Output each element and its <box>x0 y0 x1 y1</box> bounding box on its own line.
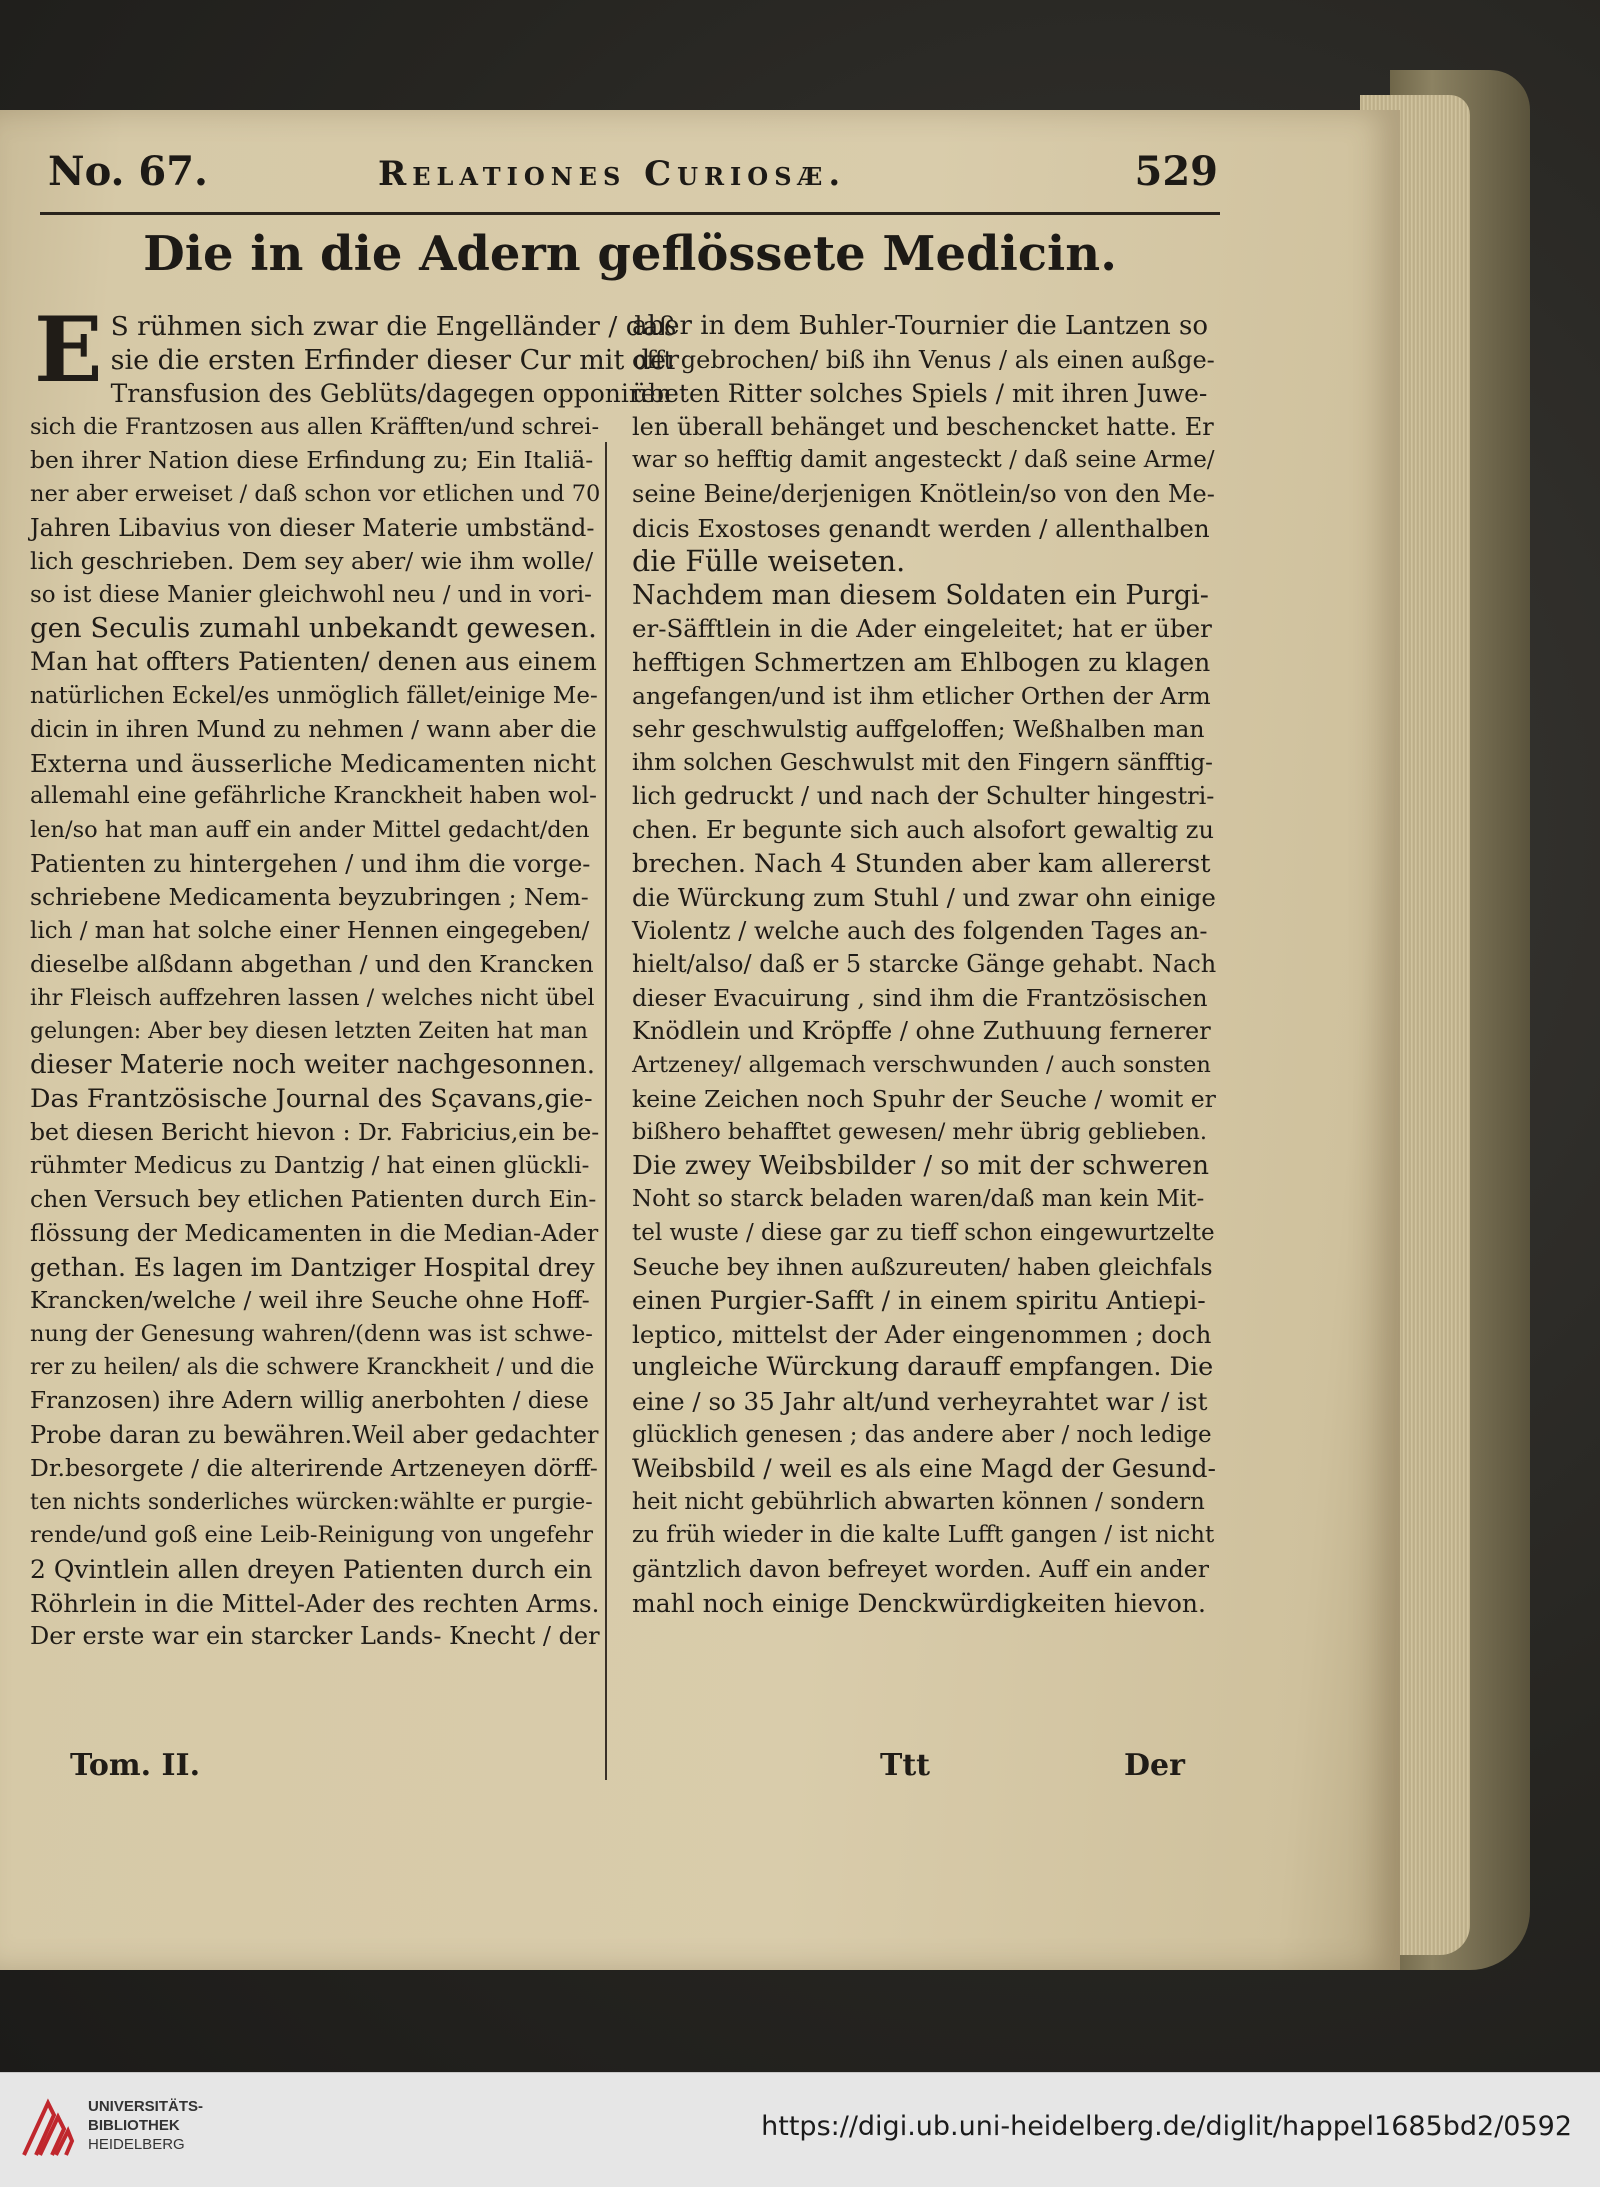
text-line: S rühmen sich zwar die Engelländer / daß <box>110 311 677 342</box>
text-line: ihm solchen Geschwulst mit den Fingern sänfftig- <box>632 749 1213 776</box>
text-line: ben ihrer Nation diese Erfindung zu; Ein Italiä- <box>30 446 594 475</box>
right-column <box>632 310 1216 1620</box>
drop-cap: E <box>34 297 103 403</box>
text-line: die Fülle weiseten. <box>632 545 906 579</box>
text-line: Man hat offters Patienten/ denen aus einem <box>30 646 597 677</box>
text-line: 2 Qvintlein allen dreyen Patienten durch ein <box>30 1554 593 1584</box>
text-line: tel wuste / diese gar zu tieff schon eingewurtzelte <box>632 1220 1215 1247</box>
text-line: gäntzlich davon befreyet worden. Auff ein ander <box>632 1554 1209 1583</box>
text-line: Weibsbild / weil es als eine Magd der Gesund- <box>632 1454 1217 1484</box>
text-line: chen Versuch bey etlichen Patienten durch Ein- <box>30 1185 597 1214</box>
gathering-signature: Ttt <box>880 1748 931 1783</box>
right-column-lines <box>632 310 1216 1620</box>
text-line: aber in dem Buhler-Tournier die Lantzen so <box>632 311 1209 341</box>
library-name <box>88 2097 203 2154</box>
text-line: dieser Evacuirung , sind ihm die Frantzösischen <box>632 983 1208 1012</box>
text-line: übeten Ritter solches Spiels / mit ihren Juwe- <box>632 379 1208 409</box>
text-line: einen Purgier-Safft / in einem spiritu Antiepi- <box>632 1286 1206 1316</box>
text-line: Röhrlein in die Mittel-Ader des rechten Arms. <box>30 1588 600 1618</box>
text-line: ihr Fleisch auffzehren lassen / welches nicht übel <box>30 984 595 1011</box>
text-line: gelungen: Aber bey diesen letzten Zeiten hat man <box>30 1019 588 1045</box>
text-line: Die zwey Weibsbilder / so mit der schweren <box>632 1150 1209 1181</box>
text-line: len überall behänget und beschencket hatte. Er <box>632 412 1214 441</box>
text-line: lich / man hat solche einer Hennen eingegeben/ <box>30 917 590 944</box>
text-line: sie die ersten Erfinder dieser Cur mit der <box>110 344 680 376</box>
page-number: 529 <box>1134 148 1218 195</box>
text-line: Transfusion des Geblüts/dagegen opponiren <box>110 379 672 409</box>
text-line: die Würckung zum Stuhl / und zwar ohn einige <box>632 883 1216 913</box>
text-line: sich die Frantzosen aus allen Kräfften/und schrei- <box>30 413 600 440</box>
text-line: dicis Exostoses genandt werden / allenthalben <box>632 513 1210 543</box>
text-line: schriebene Medicamenta beyzubringen ; Nem- <box>30 883 589 912</box>
text-line: Knödlein und Kröpffe / ohne Zuthuung fernerer <box>632 1017 1211 1046</box>
text-line: Krancken/welche / weil ihre Seuche ohne Hoff- <box>30 1286 590 1315</box>
volume-signature: Tom. II. <box>70 1748 201 1783</box>
text-line: offt gebrochen/ biß ihn Venus / als einen außge- <box>632 345 1215 374</box>
text-line: flössung der Medicamenten in die Median-Ader <box>30 1219 599 1248</box>
text-line: Jahren Libavius von dieser Materie umbständ- <box>30 513 595 542</box>
text-line: rer zu heilen/ als die schwere Kranckheit / und die <box>30 1355 595 1381</box>
text-line: heit nicht gebührlich abwarten können / sondern <box>632 1488 1205 1515</box>
text-line: brechen. Nach 4 Stunden aber kam allererst <box>632 848 1211 879</box>
library-name-line3: HEIDELBERG <box>88 2136 185 2153</box>
text-line: gethan. Es lagen im Dantziger Hospital drey <box>30 1252 595 1282</box>
text-line: keine Zeichen noch Spuhr der Seuche / womit er <box>632 1084 1216 1113</box>
left-column-lines <box>30 297 680 1654</box>
text-line: dieser Materie noch weiter nachgesonnen. <box>30 1050 596 1081</box>
text-line: seine Beine/derjenigen Knötlein/so von den Me- <box>632 479 1215 508</box>
text-line: Seuche bey ihnen außzureuten/ haben gleichfals <box>632 1252 1213 1281</box>
text-line: Nachdem man diesem Soldaten ein Purgi- <box>632 579 1209 611</box>
text-line: mahl noch einige Denckwürdigkeiten hievon. <box>632 1588 1206 1618</box>
text-line: lich geschrieben. Dem sey aber/ wie ihm wolle/ <box>30 547 594 576</box>
permalink-url[interactable]: https://digi.ub.uni-heidelberg.de/diglit/happel1685bd2/0592 <box>761 2111 1572 2142</box>
text-line: eine / so 35 Jahr alt/und verheyrahtet war / ist <box>632 1387 1208 1416</box>
text-line: angefangen/und ist ihm etlicher Orthen der Arm <box>632 681 1211 710</box>
text-line: so ist diese Manier gleichwohl neu / und in vori- <box>30 581 592 608</box>
text-line: nung der Genesung wahren/(denn was ist schwe- <box>30 1320 593 1347</box>
header-number: No. 67. <box>48 148 208 195</box>
text-line: len/so hat man auff ein ander Mittel gedacht/den <box>30 816 590 843</box>
text-line: glücklich genesen ; das andere aber / noch ledige <box>632 1421 1212 1448</box>
text-line: Dr.besorgete / die alterirende Artzeneyen dörff- <box>30 1454 598 1483</box>
text-line: war so hefftig damit angesteckt / daß seine Arme/ <box>632 447 1215 474</box>
text-line: dicin in ihren Mund zu nehmen / wann aber die <box>30 715 597 744</box>
text-line: er-Säfftlein in die Ader eingeleitet; hat er über <box>632 614 1212 644</box>
library-name-line2: BIBLIOTHEK <box>88 2117 180 2134</box>
text-line: Artzeney/ allgemach verschwunden / auch sonsten <box>632 1052 1211 1079</box>
text-line: sehr geschwulstig auffgeloffen; Weßhalben man <box>632 715 1205 744</box>
text-line: ten nichts sonderliches würcken:wählte er purgie- <box>30 1489 593 1515</box>
text-line: rende/und goß eine Leib-Reinigung von ungefehr <box>30 1522 594 1549</box>
text-line: Patienten zu hintergehen / und ihm die vorge- <box>30 849 591 878</box>
text-line: Franzosen) ihre Adern willig anerbohten / diese <box>30 1388 589 1414</box>
text-line: Noht so starck beladen waren/daß man kein Mit- <box>632 1186 1205 1213</box>
text-line: Violentz / welche auch des folgenden Tages an- <box>632 916 1208 945</box>
text-line: ner aber erweiset / daß schon vor etlichen und 70 <box>30 480 601 507</box>
text-line: hefftigen Schmertzen am Ehlbogen zu klagen <box>632 647 1211 677</box>
text-line: Probe daran zu bewähren.Weil aber gedachter <box>30 1420 599 1449</box>
text-line: Externa und äusserliche Medicamenten nicht <box>30 748 596 778</box>
text-line: Der erste war ein starcker Lands- Knecht / der <box>30 1622 600 1651</box>
running-header <box>48 148 1218 208</box>
left-column <box>30 297 680 1654</box>
viewer-footer <box>0 2072 1600 2187</box>
text-line: dieselbe alßdann abgethan / und den Krancken <box>30 950 594 979</box>
text-line: gen Seculis zumahl unbekandt gewesen. <box>30 612 597 645</box>
text-line: hielt/also/ daß er 5 starcke Gänge gehabt. Nach <box>632 950 1217 979</box>
library-logo-icon <box>18 2095 76 2161</box>
library-name-line1: UNIVERSITÄTS- <box>88 2098 204 2115</box>
catchword: Der <box>1124 1748 1185 1783</box>
text-line: ungleiche Würckung darauff empfangen. Die <box>632 1352 1214 1383</box>
text-line: bißhero behafftet gewesen/ mehr übrig geblieben. <box>632 1119 1208 1146</box>
column-divider <box>605 442 607 1780</box>
text-line: allemahl eine gefährliche Kranckheit haben wol- <box>30 783 597 810</box>
article-heading: Die in die Adern geflössete Medicin. <box>143 226 1117 282</box>
text-line: bet diesen Bericht hievon : Dr. Fabricius,ein be- <box>30 1118 600 1147</box>
text-line: zu früh wieder in die kalte Lufft gangen / ist nicht <box>632 1522 1215 1549</box>
text-line: chen. Er begunte sich auch alsofort gewaltig zu <box>632 815 1214 844</box>
header-title: Relationes Curiosæ. <box>378 154 847 194</box>
text-line: natürlichen Eckel/es unmöglich fället/einige Me- <box>30 682 598 709</box>
text-line: Das Frantzösische Journal des Sçavans,gie- <box>30 1083 593 1114</box>
text-line: rühmter Medicus zu Dantzig / hat einen glückli- <box>30 1152 590 1179</box>
text-line: leptico, mittelst der Ader eingenommen ; doch <box>632 1319 1212 1349</box>
header-rule <box>40 212 1220 215</box>
text-line: lich gedruckt / und nach der Schulter hingestri- <box>632 782 1215 811</box>
